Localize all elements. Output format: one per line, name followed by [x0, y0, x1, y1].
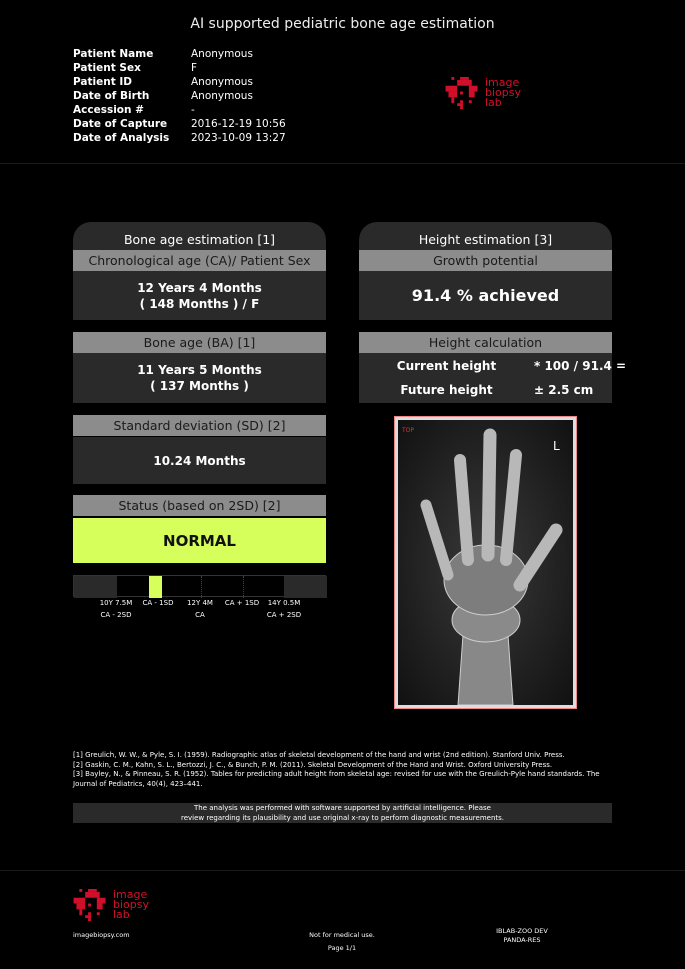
divider [0, 870, 685, 871]
future-height-label: Future height [400, 383, 493, 397]
status-header: Status (based on 2SD) [2] [73, 495, 326, 516]
report-title: AI supported pediatric bone age estimation [190, 16, 495, 32]
value: Anonymous [191, 90, 253, 102]
company-logo [445, 77, 521, 109]
label: Date of Capture [73, 118, 168, 130]
sd-value [73, 437, 326, 484]
value: 2016-12-19 10:56 [191, 118, 286, 130]
scale-label: CA + 1SD [224, 599, 260, 607]
ai-disclaimer [73, 803, 612, 823]
reference: [2] Gaskin, C. M., Kahn, S. L., Bertozzi, J. C., & Bunch, P. M. (2011). Skeletal Development of the Hand and Wrist. Oxford University Press. [73, 760, 553, 769]
value: - [191, 104, 195, 116]
reference: [3] Bayley, N., & Pinneau, S. R. (1952). Tables for predicting adult height from skeletal age: revised for use with the Greulich-Pyle hand standards. The Journal of Pediatrics, 40(4), 423–441. [73, 770, 600, 788]
calc-header: Height calculation [359, 332, 612, 353]
scale-label: 12Y 4M [187, 599, 213, 607]
ca-years: 12 Years 4 Months [137, 280, 262, 295]
medical-notice: Not for medical use. [309, 931, 375, 939]
logo-text: lab [113, 908, 130, 921]
logo-pixel-icon [73, 889, 109, 921]
build-info: PANDA-RES [503, 936, 541, 944]
xray-image [394, 416, 577, 709]
ca-value [73, 271, 326, 320]
scale-label: CA + 2SD [266, 611, 302, 619]
scale-label: CA - 1SD [142, 599, 174, 607]
ca-header: Chronological age (CA)/ Patient Sex [73, 250, 326, 271]
value: Anonymous [191, 76, 253, 88]
reference: [1] Greulich, W. W., & Pyle, S. I. (1959). Radiographic atlas of skeletal development of the hand and wrist (2nd edition). Stanford Univ. Press. [73, 751, 565, 759]
bone-age-marker [149, 576, 162, 598]
sd-scale-bar [73, 575, 326, 597]
scale-label: 14Y 0.5M [267, 599, 301, 607]
scale-label: CA [195, 611, 205, 619]
hand-xray-icon [398, 420, 573, 705]
height-calc [359, 353, 627, 403]
scale-label: 10Y 7.5M [99, 599, 133, 607]
bone-age-title: Bone age estimation [1] [73, 222, 326, 250]
logo-text: image [485, 76, 520, 89]
logo-pixel-icon [445, 77, 481, 109]
label: Date of Analysis [73, 132, 170, 144]
label: Date of Birth [73, 90, 150, 102]
disclaimer-text: review regarding its plausibility and use original x-ray to perform diagnostic measurements. [180, 813, 505, 822]
future-height-value: ± 2.5 cm [534, 383, 594, 397]
logo-text: biopsy [485, 86, 521, 99]
scale-label: CA - 2SD [100, 611, 132, 619]
label: Patient ID [73, 76, 133, 88]
ba-value [73, 353, 326, 403]
logo-text: lab [485, 96, 502, 109]
xray-corner-label: TOP [402, 427, 415, 434]
build-info: IBLAB-ZOO DEV [496, 927, 548, 935]
height-title: Height estimation [3] [359, 222, 612, 250]
label: Accession # [73, 104, 144, 116]
logo-text: image [113, 888, 148, 901]
label: Patient Sex [73, 62, 141, 74]
scale-tick [243, 576, 244, 598]
growth-text: 91.4 % achieved [411, 285, 560, 305]
value: Anonymous [191, 48, 253, 60]
growth-value [359, 271, 612, 320]
current-height-formula: * 100 / 91.4 = [534, 359, 627, 373]
label: Patient Name [73, 48, 154, 60]
ba-years: 11 Years 5 Months [137, 363, 262, 377]
scale-tick [201, 576, 202, 598]
disclaimer-text: The analysis was performed with software supported by artificial intelligence. Please [194, 804, 491, 812]
patient-info [73, 47, 286, 145]
value: F [191, 62, 198, 74]
scale-out-low [74, 576, 117, 598]
ba-months: ( 137 Months ) [150, 379, 249, 393]
value: 2023-10-09 13:27 [191, 132, 286, 144]
xray-side-marker: L [553, 439, 560, 453]
sd-text: 10.24 Months [153, 453, 246, 468]
sd-header: Standard deviation (SD) [2] [73, 415, 326, 436]
ca-months: ( 148 Months ) / F [139, 296, 260, 311]
references [73, 751, 618, 789]
ba-header: Bone age (BA) [1] [73, 332, 326, 353]
growth-header: Growth potential [359, 250, 612, 271]
status-badge: NORMAL [73, 518, 326, 563]
scale-out-high [284, 576, 327, 598]
logo-text: biopsy [113, 898, 149, 911]
divider [0, 163, 685, 164]
page-number: Page 1/1 [327, 944, 357, 952]
website: imagebiopsy.com [73, 931, 130, 939]
footer-logo [73, 889, 149, 921]
current-height-label: Current height [396, 359, 497, 373]
